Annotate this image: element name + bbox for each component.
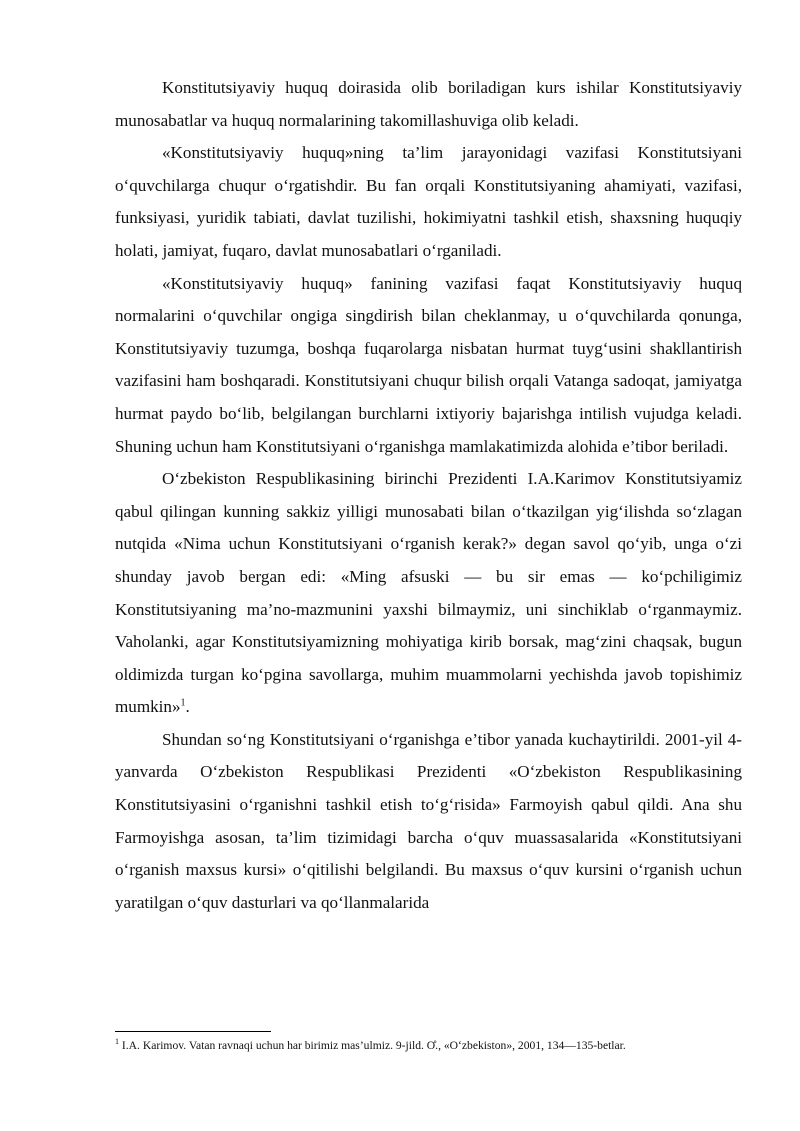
footnote-reference[interactable]: 1 [180,697,186,709]
paragraph-3: «Konstitutsiyaviy huquq» fanining vazifasi faqat Konstitutsiyaviy huquq normalarini o‘quvchilar ongiga singdirish bilan cheklanmay, u o‘quvchilarda qonunga, Konstitutsiyaviy tuzumga, boshqa fuqarolarga nisbatan hurmat tuyg‘usini shakllantirish vazifasini ham boshqaradi. Konstitutsiyani chuqur bilish orqali Vatanga sadoqat, jamiyatga hurmat paydo bo‘lib, belgilangan burchlarni ixtiyoriy bajarishga intilish vujudga keladi. Shuning uchun ham Konstitutsiyani o‘rganishga mamlakatimizda alohida e’tibor beriladi. [115,273,742,456]
paragraph-2: «Konstitutsiyaviy huquq»ning ta’lim jarayonidagi vazifasi Konstitutsiyani o‘quvchilarga chuqur o‘rgatishdir. Bu fan orqali Konstitutsiyaning ahamiyati, vazifasi, funksiyasi, yuridik tabiati, davlat tuzilishi, hokimiyatni tashkil etish, shaxsning huquqiy holati, jamiyat, fuqaro, davlat munosabatlari o‘rganiladi. [115,143,742,260]
body-text [115,72,742,919]
paragraph-4-text: O‘zbekiston Respublikasining birinchi Prezidenti I.A.Karimov Konstitutsiyamiz qabul qilingan kunning sakkiz yilligi munosabati bilan o‘tkazilgan yig‘ilishda so‘zlagan nutqida «Nima uchun Konstitutsiyani o‘rganish kerak?» degan savol qo‘yib, unga o‘zi shunday javob bergan edi: «Ming afsuski — bu sir emas — ko‘pchiligimiz Konstitutsiyaning ma’no-mazmunini yaxshi bilmaymiz, uni sinchiklab o‘rganmaymiz. Vaholanki, agar Konstitutsiyamizning mohiyatiga kirib borsak, mag‘zini chaqsak, bugun oldimizda turgan ko‘pgina savollarga, muhim muammolarni yechishda javob topishimiz mumkin» [115,469,742,717]
paragraph-5: Shundan so‘ng Konstitutsiyani o‘rganishga e’tibor yanada kuchaytirildi. 2001-yil 4-yanvarda O‘zbekiston Respublikasi Prezidenti «O‘zbekiston Respublikasining Konstitutsiyasini o‘rganishni tashkil etish to‘g‘risida» Farmoyish qabul qildi. Ana shu Farmoyishga asosan, ta’lim tizimidagi barcha o‘quv muassasalarida «Konstitutsiyani o‘rganish maxsus kursi» o‘qitilishi belgilandi. Bu maxsus o‘quv kursini o‘rganish uchun yaratilgan o‘quv dasturlari va qo‘llanmalarida [115,729,742,912]
footnote-marker: 1 [115,1037,119,1047]
footnote-separator [115,1031,271,1032]
paragraph-4-end: . [185,697,190,717]
footnote-text: I.A. Karimov. Vatan ravnaqi uchun har birimiz mas’ulmiz. 9-jild. O̊., «O‘zbekiston», 2001, 134—135-betlar. [119,1039,626,1052]
paragraph-4 [115,463,742,724]
footnote [115,1038,755,1053]
paragraph-1: Konstitutsiyaviy huquq doirasida olib boriladigan kurs ishilar Konstitutsiyaviy munosabatlar va huquq normalarining takomillashuviga olib keladi. [115,78,742,130]
